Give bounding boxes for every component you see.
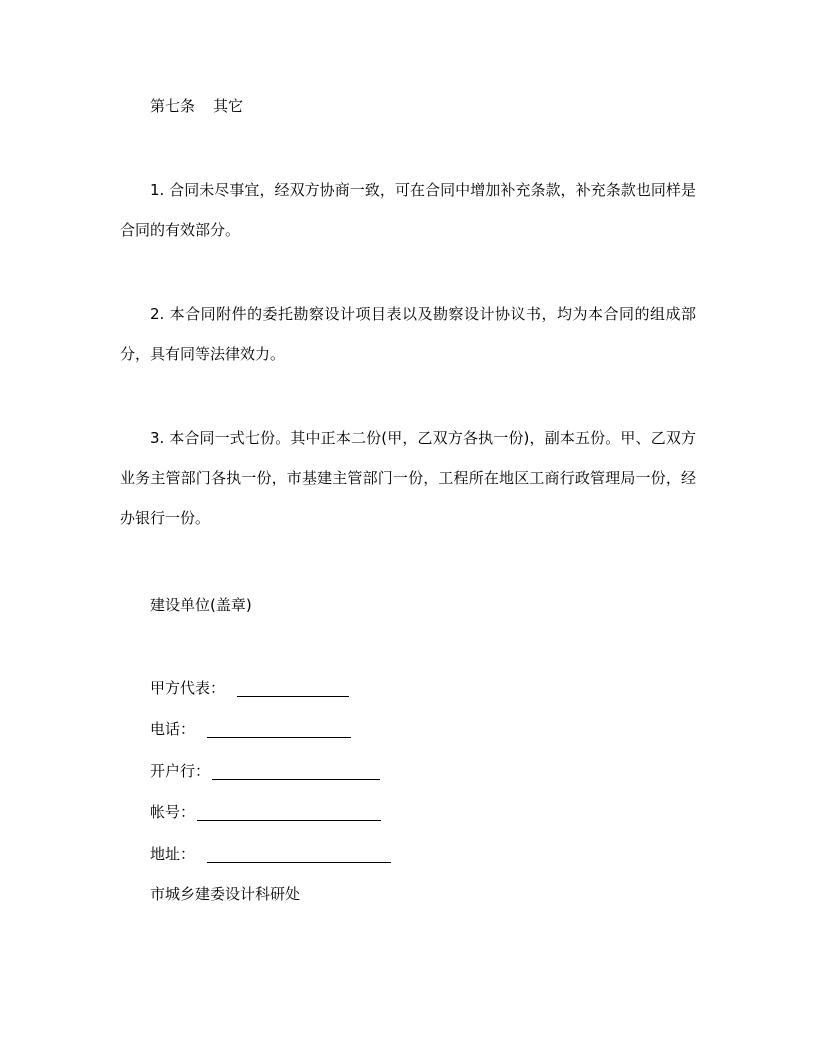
field-label: 甲方代表： bbox=[150, 679, 226, 697]
article-heading bbox=[150, 97, 243, 115]
phone-field bbox=[150, 720, 351, 738]
article-title: 其它 bbox=[213, 97, 244, 115]
blank-line[interactable] bbox=[212, 763, 380, 780]
clause-2: 2. 本合同附件的委托勘察设计项目表以及勘察设计协议书，均为本合同的组成部分，具有同等法律效力。 bbox=[120, 305, 696, 363]
article-number: 第七条 bbox=[150, 97, 196, 115]
bank-field bbox=[150, 762, 380, 780]
blank-line[interactable] bbox=[207, 846, 391, 863]
party-a-representative-field bbox=[150, 679, 349, 697]
address-field bbox=[150, 845, 391, 863]
blank-line[interactable] bbox=[237, 680, 349, 697]
field-label: 地址： bbox=[150, 845, 196, 863]
construction-unit-label: 建设单位(盖章) bbox=[150, 596, 252, 614]
field-label: 开户行： bbox=[150, 762, 211, 780]
clause-3: 3. 本合同一式七份。其中正本二份(甲，乙双方各执一份)，副本五份。甲、乙双方业务主管部门各执一份，市基建主管部门一份，工程所在地区工商行政管理局一份，经办银行一份。 bbox=[120, 429, 696, 527]
blank-line[interactable] bbox=[197, 804, 381, 821]
organization-name: 市城乡建委设计科研处 bbox=[150, 885, 301, 903]
field-label: 电话： bbox=[150, 720, 196, 738]
account-field bbox=[150, 803, 381, 821]
clause-1: 1. 合同未尽事宜，经双方协商一致，可在合同中增加补充条款，补充条款也同样是合同的有效部分。 bbox=[120, 181, 696, 239]
field-label: 帐号： bbox=[150, 803, 196, 821]
blank-line[interactable] bbox=[207, 721, 351, 738]
